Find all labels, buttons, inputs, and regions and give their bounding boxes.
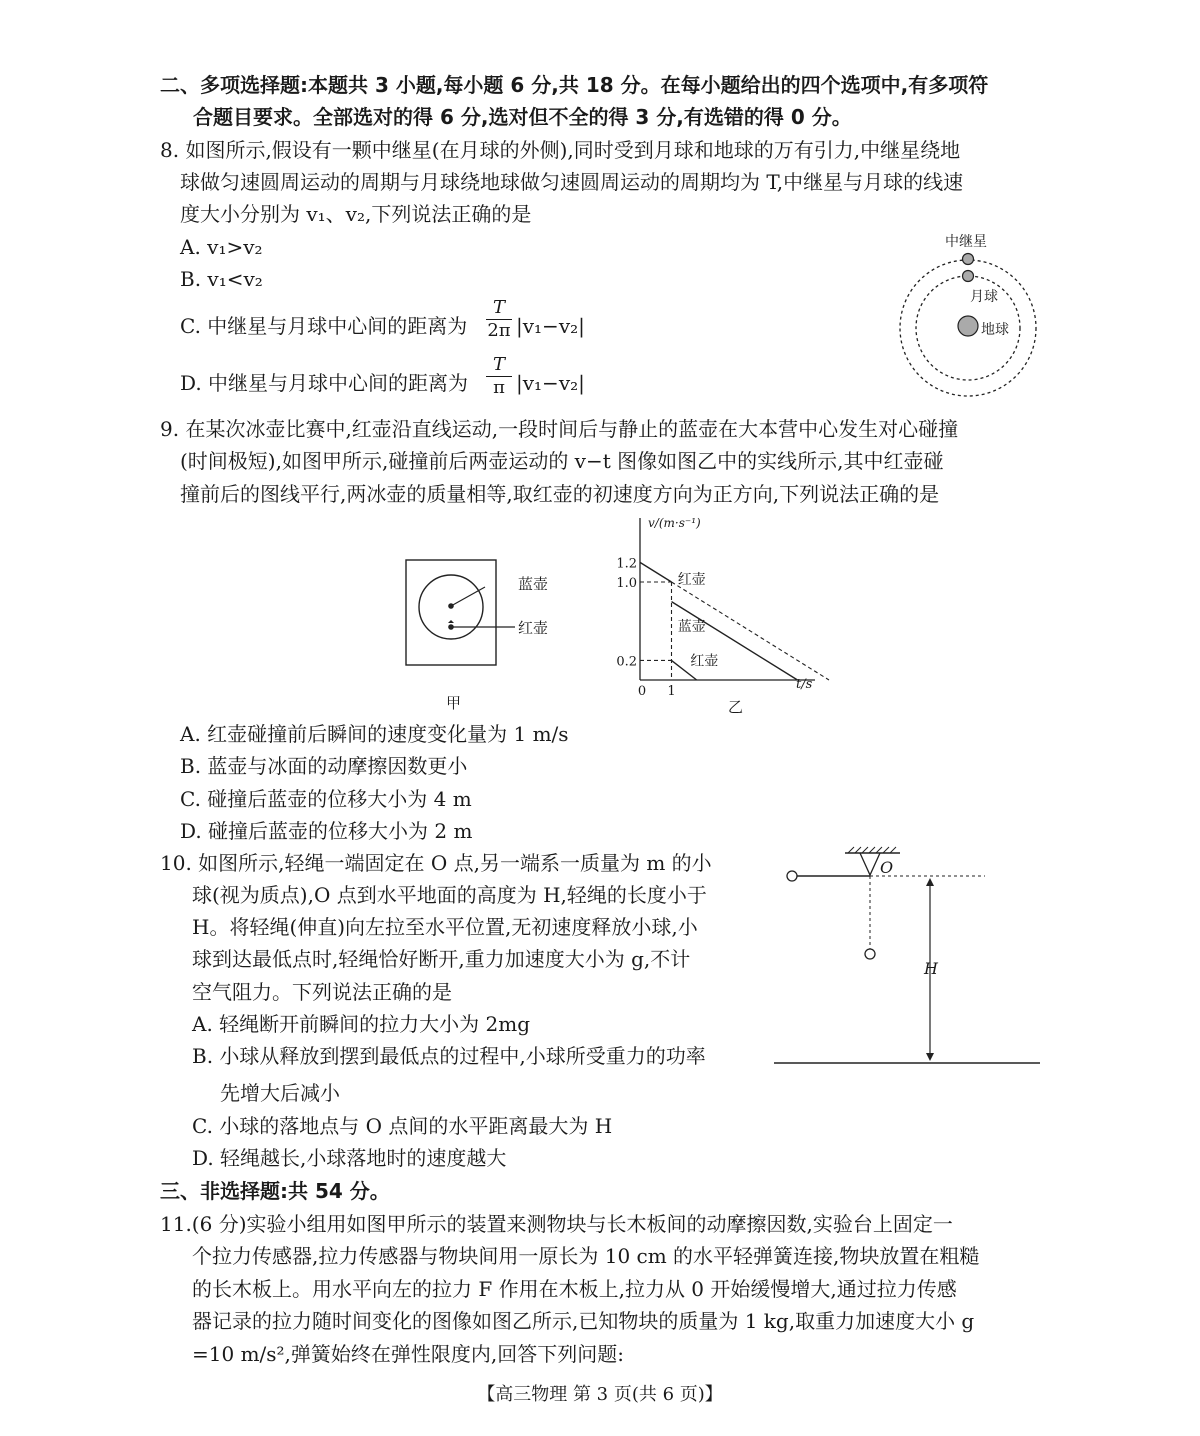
section2-heading-line2: 合题目要求。全部选对的得 6 分,选对但不全的得 3 分,有选错的得 0 分。 [193, 105, 852, 129]
q8-stem-line2: 球做匀速圆周运动的周期与月球绕地球做匀速圆周运动的周期均为 T,中继星与月球的线速 [180, 170, 964, 194]
q9-option-d: D. 碰撞后蓝壶的位移大小为 2 m [180, 819, 473, 843]
q9-vt-chart [610, 508, 830, 718]
y-tick-1-2: 1.2 [616, 556, 637, 572]
q10-option-b-line2: 先增大后减小 [220, 1081, 340, 1105]
q8-stem-line3: 度大小分别为 v₁、v₂,下列说法正确的是 [180, 202, 532, 226]
arrow-up-icon [926, 878, 934, 886]
q8-stem-line1: 8. 如图所示,假设有一颗中继星(在月球的外侧),同时受到月球和地球的万有引力,中继星绕地 [160, 138, 961, 162]
earth [958, 316, 978, 336]
q8-option-c-denominator: 2π [487, 320, 511, 341]
height-h-label: H [924, 959, 938, 978]
q9-stem-line3: 撞前后的图线平行,两冰壶的质量相等,取红壶的初速度方向为正方向,下列说法正确的是 [180, 482, 940, 506]
q10-option-c: C. 小球的落地点与 O 点间的水平距离最大为 H [192, 1114, 613, 1138]
q10-stem-line2: 球(视为质点),O 点到水平地面的高度为 H,轻绳的长度小于 [192, 883, 707, 907]
q8-option-c-abs: |v₁−v₂| [516, 314, 585, 338]
series-label-red-before: 红壶 [677, 571, 706, 588]
arrow-down-icon [926, 1053, 934, 1061]
q11-stem-line3: 的长木板上。用水平向左的拉力 F 作用在木板上,拉力从 0 开始缓慢增大,通过拉力传感 [192, 1277, 957, 1301]
section3-heading: 三、非选择题:共 54 分。 [160, 1179, 390, 1203]
q11-stem-line1: 11.(6 分)实验小组用如图甲所示的装置来测物块与长木板间的动摩擦因数,实验台上固定一 [160, 1212, 953, 1236]
x-axis-label: t/s [796, 677, 813, 692]
moon [963, 271, 974, 282]
ceiling-hatch [848, 847, 896, 853]
red-stone-arrow-icon [448, 620, 454, 623]
q8-option-a: A. v₁>v₂ [180, 235, 263, 259]
q10-stem-line4: 球到达最低点时,轻绳恰好断开,重力加速度大小为 g,不计 [192, 947, 691, 971]
q8-option-d-fraction [486, 354, 512, 399]
x-tick-0: 0 [637, 684, 647, 699]
q8-fig-relay-label: 中继星 [945, 234, 987, 250]
q11-stem-line4: 器记录的拉力随时间变化的图像如图乙所示,已知物块的质量为 1 kg,取重力加速度大小 g [192, 1309, 975, 1333]
y-tick-1-0: 1.0 [616, 576, 637, 591]
q9-stem-line1: 9. 在某次冰壶比赛中,红壶沿直线运动,一段时间后与静止的蓝壶在大本营中心发生对心碰撞 [160, 417, 959, 441]
q10-option-b-line1: B. 小球从释放到摆到最低点的过程中,小球所受重力的功率 [192, 1044, 706, 1068]
pivot-support [860, 853, 880, 875]
ball-start [787, 871, 797, 881]
q8-orbit-figure [895, 228, 1055, 408]
q9-fig-a-red-label: 红壶 [518, 619, 549, 637]
q8-option-d-abs: |v₁−v₂| [516, 371, 585, 395]
q10-stem-line5: 空气阻力。下列说法正确的是 [192, 980, 452, 1004]
q10-stem-line1: 10. 如图所示,轻绳一端固定在 O 点,另一端系一质量为 m 的小 [160, 851, 712, 875]
q8-fig-moon-label: 月球 [970, 289, 998, 305]
x-tick-1: 1 [667, 684, 676, 699]
q8-option-d: D. 中继星与月球中心间的距离为 [180, 371, 469, 395]
q9-option-a: A. 红壶碰撞前后瞬间的速度变化量为 1 m/s [180, 722, 569, 746]
q8-option-c-numerator: T [486, 297, 512, 320]
q10-pendulum-figure [770, 845, 1050, 1075]
q9-fig-a-caption: 甲 [446, 694, 462, 712]
point-o-label: O [880, 858, 894, 877]
relay-satellite [963, 254, 974, 265]
q9-option-b: B. 蓝壶与冰面的动摩擦因数更小 [180, 754, 468, 778]
y-axis-label: v/(m·s⁻¹) [648, 516, 701, 530]
q10-option-d: D. 轻绳越长,小球落地时的速度越大 [192, 1146, 507, 1170]
q11-stem-line2: 个拉力传感器,拉力传感器与物块间用一原长为 10 cm 的水平轻弹簧连接,物块放置在粗糙 [192, 1244, 980, 1268]
q9-option-c: C. 碰撞后蓝壶的位移大小为 4 m [180, 787, 472, 811]
q9-figure-a [400, 550, 570, 720]
q8-option-c: C. 中继星与月球中心间的距离为 [180, 314, 468, 338]
q8-option-b: B. v₁<v₂ [180, 267, 263, 291]
q10-stem-line3: H。将轻绳(伸直)向左拉至水平位置,无初速度释放小球,小 [192, 915, 698, 939]
page-footer: 【高三物理 第 3 页(共 6 页)】 [477, 1384, 723, 1405]
series-label-red-after: 红壶 [690, 653, 719, 670]
q8-fig-earth-label: 地球 [981, 322, 1009, 338]
series-line-0 [640, 562, 672, 582]
y-tick-0-2: 0.2 [616, 654, 637, 670]
q10-option-a: A. 轻绳断开前瞬间的拉力大小为 2mg [192, 1012, 531, 1036]
q8-option-c-fraction [486, 297, 512, 342]
q9-fig-b-caption: 乙 [728, 698, 744, 716]
q9-stem-line2: (时间极短),如图甲所示,碰撞前后两壶运动的 v−t 图像如图乙中的实线所示,其中红壶碰 [180, 449, 944, 473]
q8-option-d-denominator: π [493, 377, 505, 398]
q9-fig-a-blue-label: 蓝壶 [518, 575, 549, 593]
q8-option-d-numerator: T [486, 354, 512, 377]
series-label-blue: 蓝壶 [677, 619, 706, 635]
q11-stem-line5: =10 m/s²,弹簧始终在弹性限度内,回答下列问题: [192, 1342, 625, 1366]
ball-lowest [865, 949, 875, 959]
section2-heading-line1: 二、多项选择题:本题共 3 小题,每小题 6 分,共 18 分。在每小题给出的四个选项中,有多项符 [160, 73, 989, 97]
